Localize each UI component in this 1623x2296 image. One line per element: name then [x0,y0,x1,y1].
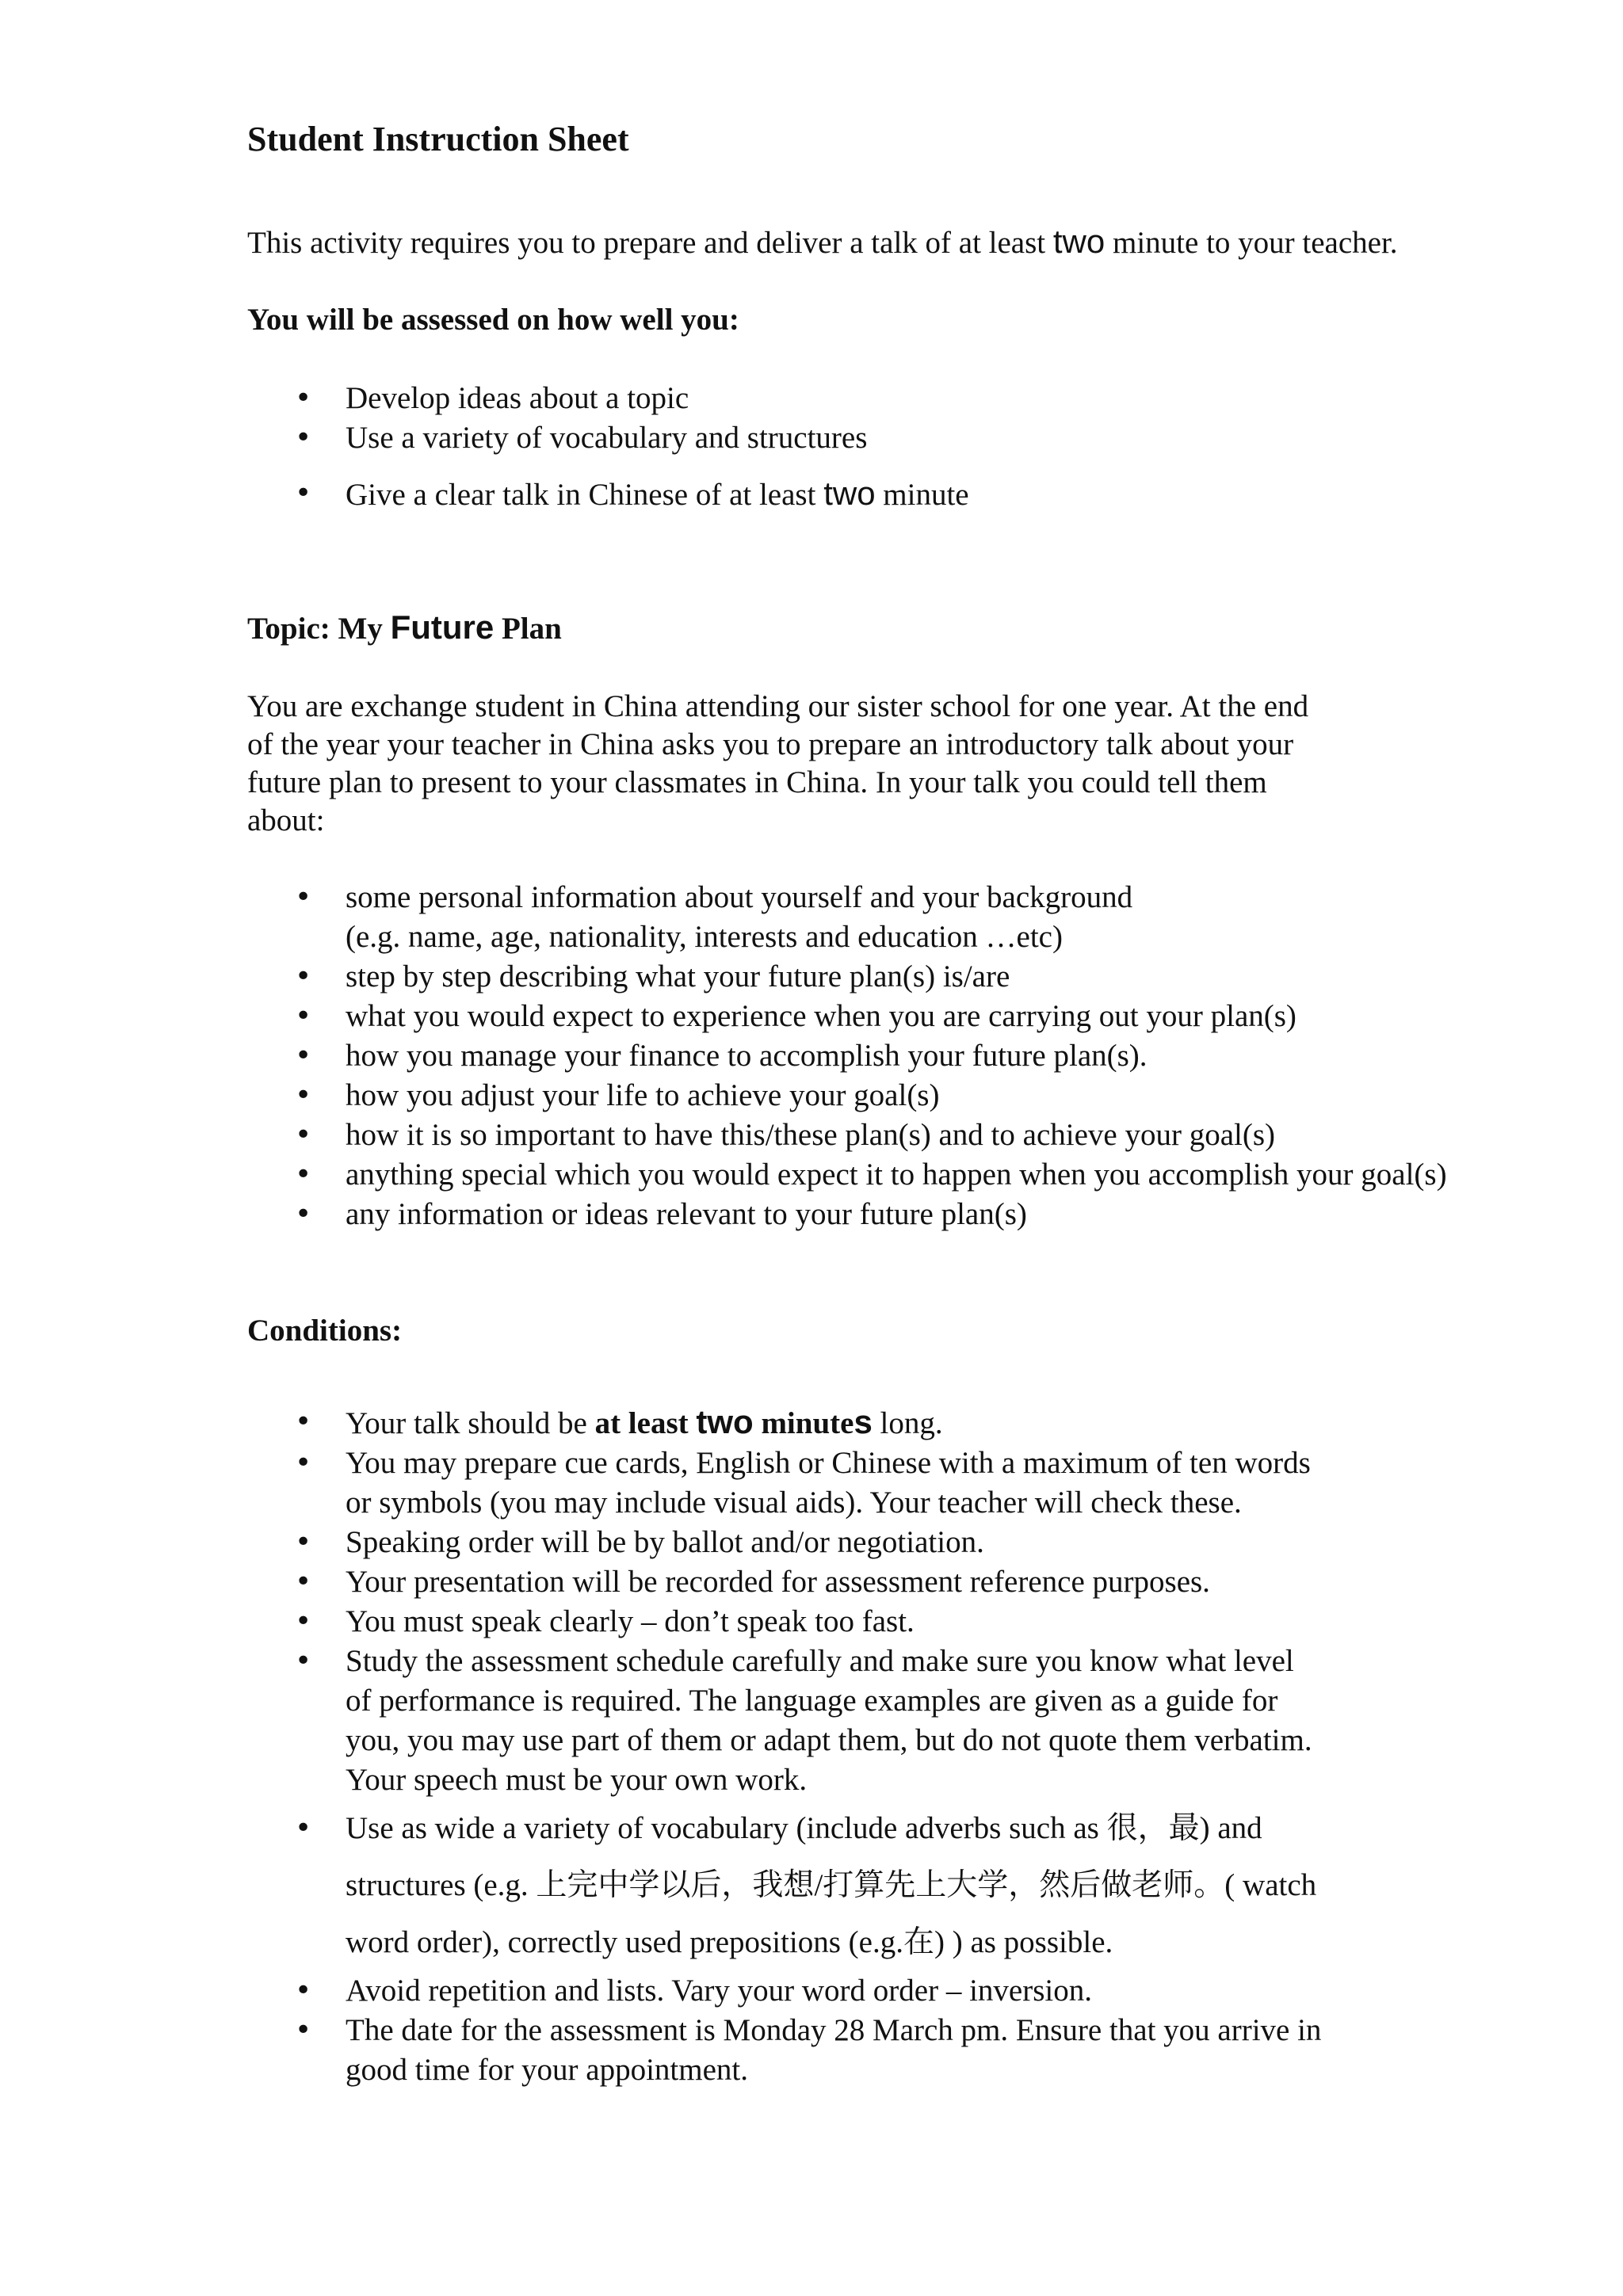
list-item-text: Your presentation will be recorded for assessment reference purposes. [346,1565,1210,1599]
assessed-heading: You will be assessed on how well you: [247,303,739,337]
list-item-text: ) and [1199,1811,1262,1845]
list-item-text: ( watch [1224,1868,1317,1902]
list-item-text: ) ) as possible. [934,1925,1113,1959]
list-item [0,1523,1321,1562]
list-item-text: anything special which you would expect it to happen when you accomplish your goal(s) [346,1158,1447,1192]
list-item-text: Use as wide a variety of vocabulary (include adverbs such as [346,1811,1107,1845]
list-item [0,1444,1321,1523]
list-item-text: how you manage your finance to accomplish your future plan(s). [346,1039,1148,1073]
list-item-text: Speaking order will be by ballot and/or negotiation. [346,1525,984,1559]
list-item-text: structures (e.g. [346,1868,537,1902]
scenario-line: future plan to present to your classmates in China. In your talk you could tell them [247,765,1267,799]
intro-emphasis: two [1052,223,1106,260]
list-item [0,1402,1321,1444]
topic-label-after: Plan [494,612,562,646]
list-item-text: Your talk should be [346,1406,595,1440]
conditions-heading: Conditions: [247,1314,403,1348]
list-item [0,1642,1321,1800]
list-item-line [346,1800,1321,1857]
chinese-text: 上完中学以后，我想 [536,1867,815,1903]
list-item [0,1562,1321,1602]
list-item [0,418,969,458]
scenario-paragraph [247,688,1308,840]
list-item [0,1971,1321,2011]
list-item [0,957,1447,997]
list-item-line [346,1914,1321,1971]
list-item-bold: minute [753,1406,854,1440]
list-item [0,1195,1447,1234]
document-title: Student Instruction Sheet [247,120,629,158]
list-item [0,997,1447,1036]
chinese-text: 打算先上大学，然后做老师。 [823,1867,1225,1903]
list-item-bold: at least [594,1406,697,1440]
list-item-text: Avoid repetition and lists. Vary your word order – inversion. [346,1974,1092,2008]
list-item [0,1800,1321,1971]
list-item-text: what you would expect to experience when you are carrying out your plan(s) [346,999,1296,1033]
list-item-text: (e.g. name, age, nationality, interests and education …etc) [346,920,1063,954]
list-item-text: • The date for the assessment is Monday 28 March pm. Ensure that you arrive in [346,2013,1322,2047]
list-item-text: how you adjust your life to achieve your goal(s) [346,1078,940,1112]
list-item [0,1602,1321,1642]
list-item-text: Your speech must be your own work. [346,1763,808,1797]
list-item-text: of performance is required. The language examples are given as a guide for [346,1684,1278,1718]
chinese-text: 在 [903,1924,934,1960]
scenario-line: about: [247,803,325,837]
list-item [0,2011,1321,2090]
topic-emphasis: Future [390,608,495,646]
intro-text-before: This activity requires you to prepare and deliver a talk of at least [247,226,1053,260]
list-item-text: Give a clear talk in Chinese of at least [346,478,824,512]
list-item-text: Use a variety of vocabulary and structures [346,421,868,455]
list-item [0,474,969,515]
list-item-text: any information or ideas relevant to your future plan(s) [346,1197,1027,1231]
list-item-line [346,1857,1321,1914]
list-item [0,1076,1447,1116]
list-item-emphasis: two [696,1403,754,1440]
assessed-list [0,379,969,515]
list-item-text: or symbols (you may include visual aids). Your teacher will check these. [346,1486,1242,1520]
list-item [0,878,1447,957]
list-item-text: minute [875,478,969,512]
scenario-line: You are exchange student in China attending our sister school for one year. At the end [247,689,1309,723]
list-item [0,379,969,418]
list-item [0,1155,1447,1195]
intro-paragraph [247,223,1398,262]
list-item-text: step by step describing what your future plan(s) is/are [346,959,1010,994]
topic-points-list [0,878,1447,1234]
list-item-text: Develop ideas about a topic [346,381,689,415]
list-item-text: you, you may use part of them or adapt them, but do not quote them verbatim. [346,1723,1312,1757]
list-item-text: • You may prepare cue cards, English or Chinese with a maximum of ten words [346,1446,1311,1480]
list-item-text: word order), correctly used prepositions (e.g. [346,1925,903,1959]
chinese-text: 很，最 [1106,1810,1200,1846]
list-item [0,1116,1447,1155]
scenario-line: of the year your teacher in China asks you to prepare an introductory talk about your [247,727,1294,761]
list-item-text: good time for your appointment. [346,2053,748,2087]
intro-text-after: minute to your teacher. [1105,226,1398,260]
list-item-text: how it is so important to have this/these plan(s) and to achieve your goal(s) [346,1118,1275,1152]
list-item-text: long. [872,1406,943,1440]
list-item-text: • Study the assessment schedule carefully and make sure you know what level [346,1644,1294,1678]
list-item [0,1036,1447,1076]
list-item-emphasis: s [854,1403,873,1440]
conditions-list [0,1402,1321,2090]
list-item-text: You must speak clearly – don’t speak too fast. [346,1604,915,1638]
topic-heading [247,608,562,648]
topic-label: Topic: My [247,612,391,646]
list-item-emphasis: two [823,475,876,512]
list-item-text: • some personal information about yourself and your background [346,880,1133,914]
list-item-text: / [814,1868,823,1902]
